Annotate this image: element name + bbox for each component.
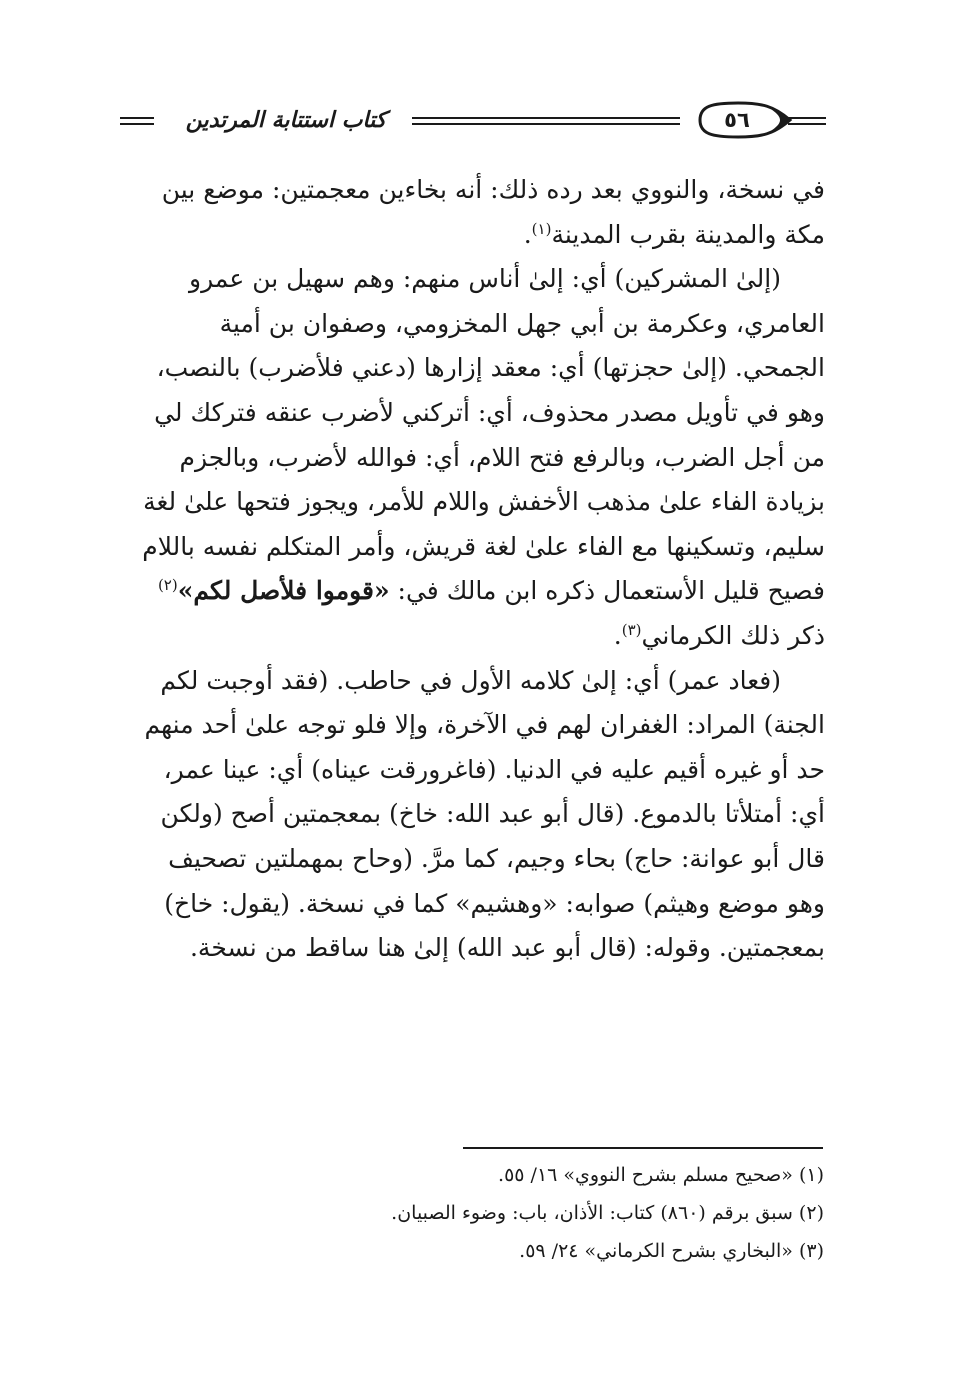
paragraph-text: في نسخة، والنووي بعد رده ذلك: أنه بخاءين معجمتين: موضع بين مكة والمدينة بقرب المدينة <box>161 175 825 249</box>
paragraph-text: (فعاد عمر) أي: إلىٰ كلامه الأول في حاطب. (فقد أوجبت لكم الجنة) المراد: الغفران لهم في الآخرة، وإلا فلو توجه علىٰ أحد منهم حد أو غيره أقيم عليه في الدنيا. (فاغرورقت عيناه) أي: عينا عمر، أي: أمتلأتا بالدموع. (قال أبو عبد الله: خاخ) بمعجمتين أصح (ولكن قال أبو عوانة: حاج) بحاء وجيم، كما مرَّ. (وحاح بمهملتين تصحيف وهو موضع وهيثم) صوابه: «وهشيم» كما في نسخة. (يقول: خاخ) بمعجمتين. وقوله: (قال أبو عبد الله) إلىٰ هنا ساقط من نسخة. <box>144 665 825 963</box>
page-number-badge <box>692 100 796 140</box>
footnotes <box>300 1156 824 1270</box>
footnote-2: (٢) سبق برقم (٨٦٠) كتاب: الأذان، باب: وضوء الصبيان. <box>391 1202 824 1224</box>
footnote-1: (١) «صحيح مسلم بشرح النووي» ١٦/ ٥٥. <box>498 1164 824 1186</box>
paragraph <box>135 659 825 971</box>
book-title: كتاب استتابة المرتدين <box>185 107 387 133</box>
header-rule-middle <box>412 117 680 125</box>
footnote-separator <box>463 1147 823 1149</box>
footnote-3: (٣) «البخاري بشرح الكرماني» ٢٤/ ٥٩. <box>519 1240 824 1262</box>
quoted-hadith-title: «قوموا فلأصل لكم» <box>177 576 390 606</box>
footnote-reference: (٢) <box>157 576 178 595</box>
paragraph-text: (إلىٰ المشركين) أي: إلىٰ أناس منهم: وهم سهيل بن عمرو العامري، وعكرمة بن أبي جهل المخزومي، وصفوان بن أمية الجمحي. (إلىٰ حجزتها) أي: معقد إزارها (دعني فلأضرب) بالنصب، وهو في تأويل مصدر محذوف، أي: أتركني لأضرب عنقه فتركك لي من أجل الضرب، وبالرفع فتح اللام، أي: فوالله لأضرب، وبالجزم بزيادة الفاء علىٰ مذهب الأخفش واللام للأمر، ويجوز فتحها علىٰ لغة سليم، وتسكينها مع الفاء علىٰ لغة قريش، وأمر المتكلم نفسه باللام فصيح قليل الأستعمال ذكره ابن مالك في: <box>142 264 825 606</box>
paragraph-text: ذكر ذلك الكرماني <box>641 620 825 650</box>
header-rule-left <box>120 117 154 125</box>
footnote-reference: (١) <box>531 219 552 238</box>
paragraph <box>135 168 825 257</box>
paragraph <box>135 257 825 658</box>
paragraph-text: . <box>613 620 622 650</box>
body-text <box>135 168 825 971</box>
running-header <box>112 100 828 148</box>
header-rule-right <box>788 117 826 125</box>
paragraph-text: . <box>523 219 532 249</box>
page-number: ٥٦ <box>724 108 750 132</box>
footnote-reference: (٣) <box>621 620 642 639</box>
